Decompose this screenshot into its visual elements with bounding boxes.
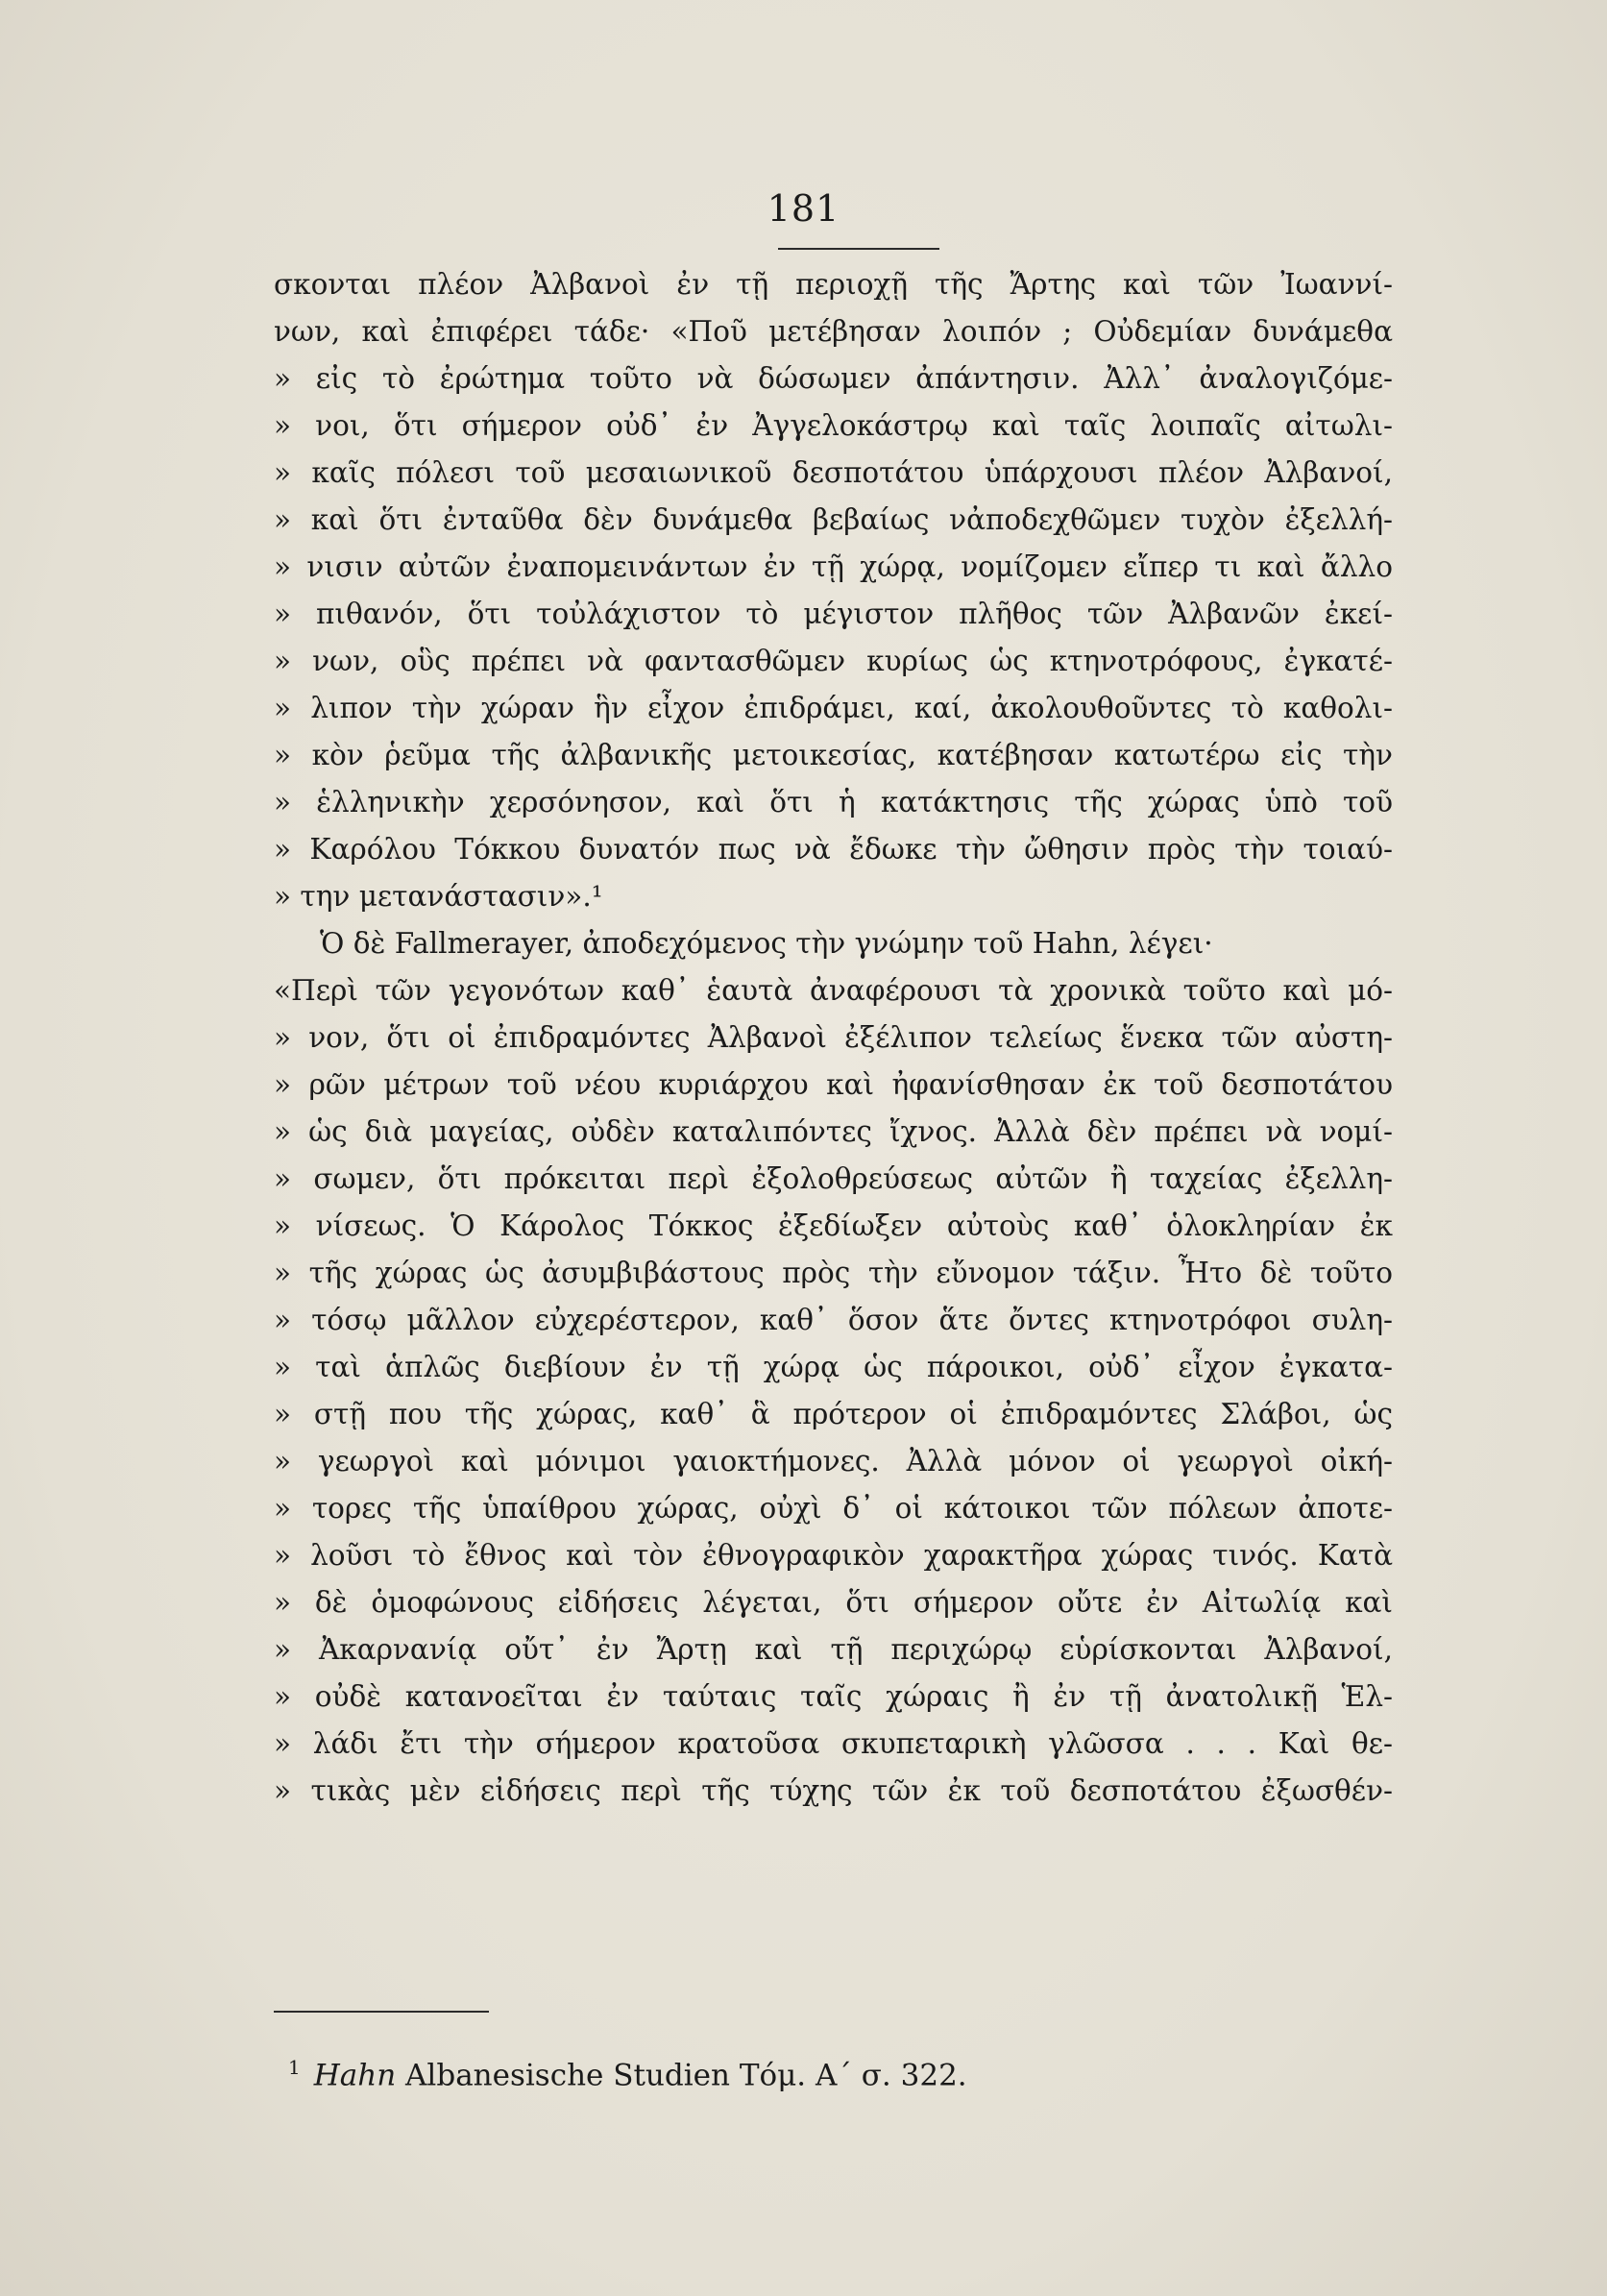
- text-line: » λιπον τὴν χώραν ἣν εἶχον ἐπιδράμει, καί, ἀκολουθοῦντες τὸ καθολι-: [274, 692, 1393, 724]
- text-line: νων, καὶ ἐπιφέρει τάδε· «Ποῦ μετέβησαν λοιπόν ; Οὐδεμίαν δυνάμεθα: [274, 315, 1393, 348]
- header-rule: [778, 248, 939, 250]
- text-line: » Ἀκαρνανίᾳ οὔτ᾽ ἐν Ἄρτῃ καὶ τῇ περιχώρῳ εὑρίσκονται Ἀλβανοί,: [274, 1633, 1393, 1666]
- text-line: » εἰς τὸ ἐρώτημα τοῦτο νὰ δώσωμεν ἀπάντησιν. Ἀλλ᾽ ἀναλογιζόμε-: [274, 362, 1393, 395]
- text-line: » τῆς χώρας ὡς ἀσυμβιβάστους πρὸς τὴν εὔνομον τάξιν. Ἦτο δὲ τοῦτο: [274, 1257, 1393, 1289]
- page-number: 181: [767, 187, 840, 230]
- text-line: » σωμεν, ὅτι πρόκειται περὶ ἐξολοθρεύσεως αὐτῶν ἢ ταχείας ἐξελλη-: [274, 1162, 1393, 1195]
- text-line: » ρῶν μέτρων τοῦ νέου κυριάρχου καὶ ἠφανίσθησαν ἐκ τοῦ δεσποτάτου: [274, 1068, 1393, 1101]
- text-line: » την μετανάστασιν».¹: [274, 880, 603, 913]
- text-line: » οὐδὲ κατανοεῖται ἐν ταύταις ταῖς χώραις ἢ ἐν τῇ ἀνατολικῇ Ἑλ-: [274, 1680, 1393, 1713]
- footnote-text: Albanesische Studien Τόμ. Α΄ σ. 322.: [396, 2058, 967, 2093]
- text-line: «Περὶ τῶν γεγονότων καθ᾽ ἑαυτὰ ἀναφέρουσι τὰ χρονικὰ τοῦτο καὶ μό-: [274, 974, 1393, 1007]
- body-text: [274, 261, 1393, 1815]
- text-line: » τορες τῆς ὑπαίθρου χώρας, οὐχὶ δ᾽ οἱ κάτοικοι τῶν πόλεων ἀποτε-: [274, 1492, 1393, 1525]
- text-line: » νοι, ὅτι σήμερον οὐδ᾽ ἐν Ἀγγελοκάστρῳ καὶ ταῖς λοιπαῖς αἰτωλι-: [274, 409, 1393, 442]
- text-line: σκονται πλέον Ἀλβανοὶ ἐν τῇ περιοχῇ τῆς Ἄρτης καὶ τῶν Ἰωαννί-: [274, 268, 1393, 301]
- footnote-rule: [274, 2011, 489, 2013]
- footnote-author: Hahn: [313, 2058, 397, 2093]
- text-line: » κὸν ῥεῦμα τῆς ἀλβανικῆς μετοικεσίας, κατέβησαν κατωτέρω εἰς τὴν: [274, 739, 1393, 771]
- text-line: » Καρόλου Τόκκου δυνατόν πως νὰ ἔδωκε τὴν ὤθησιν πρὸς τὴν τοιαύ-: [274, 833, 1393, 866]
- text-line: » νισιν αὐτῶν ἐναπομεινάντων ἐν τῇ χώρᾳ, νομίζομεν εἴπερ τι καὶ ἄλλο: [274, 550, 1393, 583]
- text-line: Ὁ δὲ Fallmerayer, ἀποδεχόμενος τὴν γνώμην τοῦ Hahn, λέγει·: [320, 927, 1213, 960]
- text-line: » λάδι ἔτι τὴν σήμερον κρατοῦσα σκυπεταρικὴ γλῶσσα . . . Καὶ θε-: [274, 1727, 1393, 1760]
- text-line: » ὡς διὰ μαγείας, οὐδὲν καταλιπόντες ἴχνος. Ἀλλὰ δὲν πρέπει νὰ νομί-: [274, 1115, 1393, 1148]
- text-line: » δὲ ὁμοφώνους εἰδήσεις λέγεται, ὅτι σήμερον οὔτε ἐν Αἰτωλίᾳ καὶ: [274, 1586, 1393, 1619]
- text-line: » καὶ ὅτι ἐνταῦθα δὲν δυνάμεθα βεβαίως νἀποδεχθῶμεν τυχὸν ἐξελλή-: [274, 503, 1393, 536]
- text-line: » ταὶ ἁπλῶς διεβίουν ἐν τῇ χώρᾳ ὡς πάροικοι, οὐδ᾽ εἶχον ἐγκατα-: [274, 1351, 1393, 1383]
- text-line: » νον, ὅτι οἱ ἐπιδραμόντες Ἀλβανοὶ ἐξέλιπον τελείως ἕνεκα τῶν αὐστη-: [274, 1021, 1393, 1054]
- text-line: » γεωργοὶ καὶ μόνιμοι γαιοκτήμονες. Ἀλλὰ μόνον οἱ γεωργοὶ οἰκή-: [274, 1445, 1393, 1478]
- text-line: » νίσεως. Ὁ Κάρολος Τόκκος ἐξεδίωξεν αὐτοὺς καθ᾽ ὁλοκληρίαν ἐκ: [274, 1209, 1393, 1242]
- text-line: » καῖς πόλεσι τοῦ μεσαιωνικοῦ δεσποτάτου ὑπάρχουσι πλέον Ἀλβανοί,: [274, 456, 1393, 489]
- text-line: » τικὰς μὲν εἰδήσεις περὶ τῆς τύχης τῶν ἐκ τοῦ δεσποτάτου ἐξωσθέν-: [274, 1774, 1393, 1807]
- text-line: » στῇ που τῆς χώρας, καθ᾽ ἃ πρότερον οἱ ἐπιδραμόντες Σλάβοι, ὡς: [274, 1398, 1393, 1430]
- text-line: » νων, οὓς πρέπει νὰ φαντασθῶμεν κυρίως ὡς κτηνοτρόφους, ἐγκατέ-: [274, 645, 1393, 677]
- text-line: » τόσῳ μᾶλλον εὐχερέστερον, καθ᾽ ὅσον ἅτε ὄντες κτηνοτρόφοι συλη-: [274, 1304, 1393, 1336]
- text-line: » ἑλληνικὴν χερσόνησον, καὶ ὅτι ἡ κατάκτησις τῆς χώρας ὑπὸ τοῦ: [274, 786, 1393, 818]
- text-line: » πιθανόν, ὅτι τοὐλάχιστον τὸ μέγιστον πλῆθος τῶν Ἀλβανῶν ἐκεί-: [274, 598, 1393, 630]
- text-line: » λοῦσι τὸ ἔθνος καὶ τὸν ἐθνογραφικὸν χαρακτῆρα χώρας τινός. Κατὰ: [274, 1539, 1393, 1572]
- footnote: [288, 2056, 967, 2092]
- footnote-marker: 1: [288, 2056, 301, 2079]
